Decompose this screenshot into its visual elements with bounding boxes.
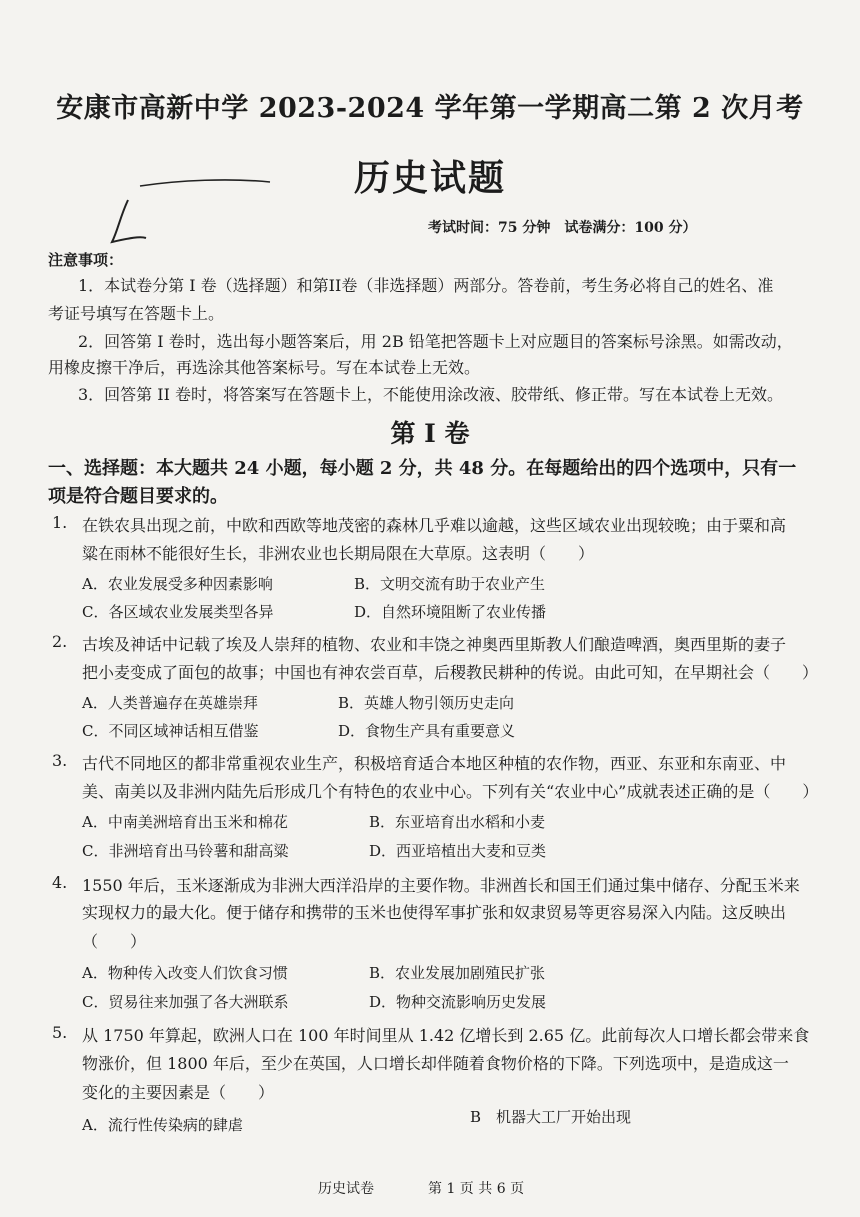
option-c: C．不同区域神话相互借鉴 — [82, 722, 259, 740]
question-number: 5. — [52, 1023, 68, 1042]
question-text: 实现权力的最大化。便于储存和携带的玉米也使得军事扩张和奴隶贸易等更容易深入内陆。这反映出 — [82, 903, 787, 922]
option-d: D．西亚培植出大麦和豆类 — [369, 842, 547, 860]
option-c: C．非洲培育出马铃薯和甜高粱 — [82, 842, 289, 860]
option-a: A．中南美洲培育出玉米和棉花 — [82, 813, 288, 831]
question-text: 粱在雨林不能很好生长，非洲农业也长期局限在大草原。这表明（ ） — [82, 544, 595, 563]
option-a: A．农业发展受多种因素影响 — [82, 575, 273, 593]
option-b: B．文明交流有助于农业产生 — [354, 575, 546, 593]
option-c: C．贸易往来加强了各大洲联系 — [82, 993, 289, 1011]
option-d: D．食物生产具有重要意义 — [338, 722, 516, 740]
question-number: 4. — [52, 873, 68, 892]
note-line: 1．本试卷分第 I 卷（选择题）和第II卷（非选择题）两部分。答卷前，考生务必将自己的姓名、准 — [78, 276, 774, 295]
question-text: 古代不同地区的都非常重视农业生产，积极培育适合本地区种植的农作物，西亚、东亚和东南亚、中 — [82, 754, 787, 773]
question-text: 1550 年后，玉米逐渐成为非洲大西洋沿岸的主要作物。非洲酋长和国王们通过集中储存、分配玉米来 — [82, 876, 800, 895]
footer-page-info: 第 1 页 共 6 页 — [428, 1181, 525, 1197]
school-title: 安康市高新中学 2023-2024 学年第一学期高二第 2 次月考 — [56, 93, 804, 124]
section-instruction: 一、选择题：本大题共 24 小题，每小题 2 分，共 48 分。在每题给出的四个选项中，只有一 — [48, 458, 797, 479]
exam-info: 考试时间：75 分钟 试卷满分：100 分） — [428, 220, 697, 236]
question-text: 把小麦变成了面包的故事；中国也有神农尝百草，后稷教民耕种的传说。由此可知，在早期社会（ ） — [82, 663, 819, 682]
question-text: 古埃及神话中记载了埃及人崇拜的植物、农业和丰饶之神奥西里斯教人们酿造啤酒，奥西里斯的妻子 — [82, 635, 787, 654]
note-line: 考证号填写在答题卡上。 — [48, 304, 225, 323]
option-a: A．人类普遍存在英雄崇拜 — [82, 694, 258, 712]
footer-subject: 历史试卷 — [318, 1181, 374, 1197]
section-title: 第 I 卷 — [390, 419, 470, 448]
option-a: A．流行性传染病的肆虐 — [82, 1116, 243, 1134]
question-number: 2. — [52, 632, 68, 651]
note-line: 3．回答第 II 卷时，将答案写在答题卡上，不能使用涂改液、胶带纸、修正带。写在本试卷上无效。 — [78, 385, 783, 404]
notes-heading: 注意事项： — [48, 251, 124, 269]
question-number: 1. — [52, 513, 68, 532]
question-text: 从 1750 年算起，欧洲人口在 100 年时间里从 1.42 亿增长到 2.65 亿。此前每次人口增长都会带来食 — [82, 1026, 810, 1045]
option-c: C．各区域农业发展类型各异 — [82, 603, 274, 621]
question-text: 在铁农具出现之前，中欧和西欧等地茂密的森林几乎难以逾越，这些区域农业出现较晚；由于粟和高 — [82, 516, 787, 535]
question-text: 美、南美以及非洲内陆先后形成几个有特色的农业中心。下列有关“农业中心”成就表述正确的是（ ） — [82, 782, 819, 801]
option-b: B 机器大工厂开始出现 — [470, 1108, 632, 1126]
question-text: （ ） — [82, 932, 147, 951]
option-d: D．物种交流影响历史发展 — [369, 993, 547, 1011]
section-instruction: 项是符合题目要求的。 — [48, 486, 228, 507]
subject-title: 历史试题 — [353, 157, 506, 199]
option-b: B．东亚培育出水稻和小麦 — [369, 813, 546, 831]
option-d: D．自然环境阻断了农业传播 — [354, 603, 547, 621]
option-a: A．物种传入改变人们饮食习惯 — [82, 964, 288, 982]
note-line: 2．回答第 I 卷时，选出每小题答案后，用 2B 铅笔把答题卡上对应题目的答案标号涂黑。如需改动， — [78, 332, 793, 351]
option-b: B．英雄人物引领历史走向 — [338, 694, 515, 712]
question-text: 变化的主要因素是（ ） — [82, 1083, 275, 1102]
note-line: 用橡皮擦干净后，再选涂其他答案标号。写在本试卷上无效。 — [48, 358, 481, 377]
question-number: 3. — [52, 751, 68, 770]
pen-scribble — [100, 172, 280, 252]
option-b: B．农业发展加剧殖民扩张 — [369, 964, 546, 982]
question-text: 物涨价，但 1800 年后，至少在英国，人口增长却伴随着食物价格的下降。下列选项中，是造成这一 — [82, 1054, 789, 1073]
